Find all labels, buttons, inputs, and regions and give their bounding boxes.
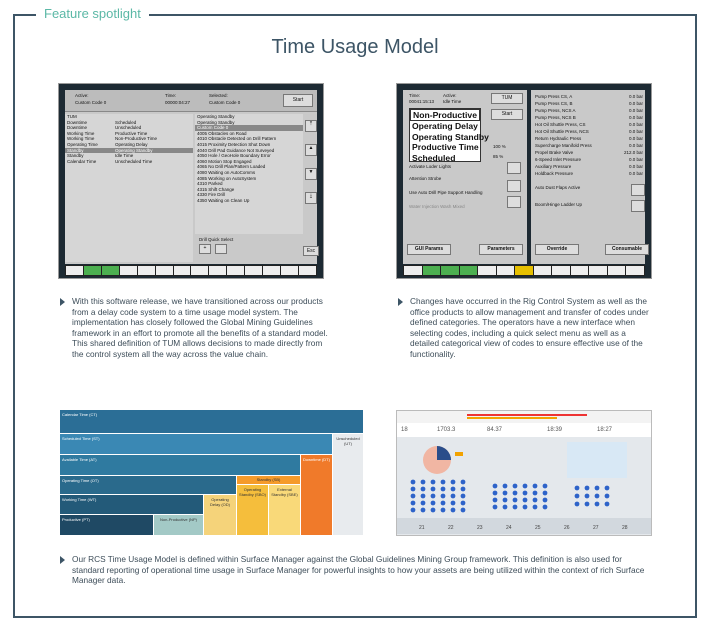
- active-label: Active:: [75, 93, 89, 98]
- status-dot: [451, 480, 456, 485]
- active-label: Active:: [443, 93, 457, 98]
- day-label: 21: [419, 525, 425, 531]
- status-dot: [513, 505, 518, 510]
- status-dot: [575, 494, 580, 499]
- status-dot: [513, 484, 518, 489]
- status-dot: [461, 487, 466, 492]
- treemap-downtime: Downtime (DT): [301, 455, 332, 535]
- status-dot: [523, 484, 528, 489]
- pressure-row: Return Hydraulic Press 0.0 bar: [535, 136, 643, 141]
- pressure-row: Pump Press CS, A 0.0 bar: [535, 94, 643, 99]
- kpi-value: 84.37: [487, 427, 503, 433]
- kpi-value: 18: [401, 427, 408, 433]
- pressure-row: Auxiliary Pressure 0.0 bar: [535, 164, 643, 169]
- status-dot: [575, 486, 580, 491]
- bullet-icon: [60, 555, 66, 564]
- tum-code-row[interactable]: 4065 No Drill Plan/Pattern Loaded: [197, 164, 266, 170]
- treemap-standby: Standby (SB): [237, 476, 300, 484]
- parameters-button[interactable]: Parameters: [479, 244, 523, 255]
- tum-code-row[interactable]: 4350 Waiting on Clean Up: [197, 197, 250, 203]
- status-dot: [461, 480, 466, 485]
- status-dot: [585, 502, 590, 507]
- day-label: 23: [477, 525, 483, 531]
- tum-code-row[interactable]: 4330 Fire Drill: [197, 192, 226, 198]
- code-category-dropdown[interactable]: [409, 108, 489, 163]
- code-category-option[interactable]: Operating Standby: [412, 131, 489, 142]
- kpi-value: 1703.3: [437, 427, 456, 433]
- status-dot: [513, 491, 518, 496]
- status-dot: [461, 508, 466, 513]
- time-value: 00000:04:27: [165, 100, 191, 105]
- scroll-bottom-button[interactable]: ⤓: [305, 192, 317, 204]
- tum-table-row[interactable]: Downtime Scheduled: [67, 119, 137, 125]
- tum-code-row[interactable]: Operating Standby: [197, 114, 235, 119]
- boom-ladder-toggle[interactable]: [631, 200, 645, 212]
- dust-flaps-toggle[interactable]: [631, 184, 645, 196]
- pressure-row: Pump Press, NCS A 0.0 bar: [535, 108, 643, 113]
- status-dot: [543, 498, 548, 503]
- treemap-operating-standby: Operating Standby (SBO): [237, 485, 268, 535]
- status-dot: [441, 508, 446, 513]
- status-dot: [503, 505, 508, 510]
- status-dot: [451, 508, 456, 513]
- status-dot: [451, 494, 456, 499]
- tum-code-row[interactable]: 4080 Waiting on AutoComms: [197, 169, 256, 175]
- status-dot: [493, 498, 498, 503]
- active-value: Idle Time: [443, 99, 462, 104]
- status-dot: [575, 502, 580, 507]
- treemap-unscheduled: Unscheduled (UT): [333, 434, 363, 535]
- tum-table-row[interactable]: Working Time Non-Productive Time: [67, 136, 158, 142]
- status-dot: [493, 491, 498, 496]
- option-label: Use Auto Drill Pipe Support Handling: [409, 190, 483, 195]
- status-dot: [461, 501, 466, 506]
- status-dot: [493, 484, 498, 489]
- status-dot: [585, 494, 590, 499]
- tum-code-row[interactable]: Custom Code 0: [195, 125, 303, 131]
- day-label: 27: [593, 525, 599, 531]
- pressure-row: Hot Oil Shuttle Press, NCS 0.0 bar: [535, 129, 643, 134]
- pressure-row: Supercharge Manifold Press 0.0 bar: [535, 143, 643, 148]
- status-dot: [543, 505, 548, 510]
- status-dot: [421, 508, 426, 513]
- status-dot: [595, 494, 600, 499]
- code-select-screen: [403, 90, 645, 264]
- tum-code-row[interactable]: 4010 Obstacle Detected on Drill Pattern: [197, 136, 277, 142]
- tum-table-row[interactable]: Standby Idle Time: [67, 153, 134, 159]
- status-dot: [441, 494, 446, 499]
- time-value: 00041:15:13: [409, 99, 435, 104]
- status-dot: [533, 505, 538, 510]
- status-dot: [503, 498, 508, 503]
- status-dot: [513, 498, 518, 503]
- gui-params-button[interactable]: GUI Params: [407, 244, 451, 255]
- tum-code-row[interactable]: 4050 Hole / GeoHole Boundary Error: [197, 153, 271, 159]
- status-dot: [461, 494, 466, 499]
- pressure-row: Propel Brake Valve 212.0 bar: [535, 150, 643, 155]
- status-dot: [503, 484, 508, 489]
- page-title: Time Usage Model: [271, 36, 439, 58]
- pressure-row: Holdback Pressure 0.0 bar: [535, 171, 643, 176]
- option-toggle[interactable]: [507, 162, 521, 174]
- status-dot: [421, 494, 426, 499]
- override-button[interactable]: Override: [535, 244, 579, 255]
- quick-slot-button[interactable]: [215, 244, 227, 254]
- tum-table-row[interactable]: Downtime Unscheduled: [67, 125, 142, 131]
- scroll-down-button[interactable]: ▼: [305, 168, 317, 180]
- treemap-working-time: Working Time (WT): [60, 495, 203, 514]
- time-label: Time:: [165, 93, 177, 98]
- scroll-up-button[interactable]: ▲: [305, 144, 317, 156]
- status-dot: [543, 491, 548, 496]
- tum-screen: [65, 90, 317, 264]
- kpi-value: 18:39: [547, 427, 563, 433]
- status-dot: [411, 480, 416, 485]
- dashboard-visuals: [397, 438, 651, 534]
- day-label: 25: [535, 525, 541, 531]
- status-dot: [441, 501, 446, 506]
- option-label: Water Injection Wash Mixed: [409, 204, 465, 209]
- status-dot: [523, 498, 528, 503]
- tum-treemap: [60, 410, 363, 535]
- status-dot: [605, 494, 610, 499]
- status-dot: [503, 491, 508, 496]
- status-dot: [441, 480, 446, 485]
- status-dot: [431, 487, 436, 492]
- tum-code-row[interactable]: 4015 Proximity Detection Shut Down: [197, 141, 271, 147]
- status-dot: [543, 484, 548, 489]
- pressure-row: Hot Oil Shuttle Press, CS 0.0 bar: [535, 122, 643, 127]
- tum-table-row[interactable]: Operating Time Operating Delay: [67, 141, 148, 147]
- pressure-list: [535, 93, 643, 177]
- status-dot: [533, 491, 538, 496]
- tum-code-row[interactable]: 4310 Parked: [197, 181, 223, 187]
- status-dot: [533, 484, 538, 489]
- bullet-icon: [60, 297, 66, 306]
- status-dot: [523, 491, 528, 496]
- treemap-calendar-time: Calendar Time (CT): [60, 410, 363, 433]
- status-dot: [595, 486, 600, 491]
- treemap-non-productive: Non-Productive (NP): [154, 515, 203, 535]
- spotlight-label: Feature spotlight: [36, 4, 149, 24]
- boom-ladder-label: Boom/Hinge Ladder Up: [535, 202, 583, 207]
- tum-code-row[interactable]: 4040 Drill Pad Guidance Not Surveyed: [197, 147, 275, 153]
- status-dot: [533, 498, 538, 503]
- code-category-option[interactable]: Operating Delay: [412, 121, 478, 132]
- start-button[interactable]: Start: [283, 94, 313, 107]
- status-dot: [441, 487, 446, 492]
- treemap-scheduled-time: Scheduled Time (ST): [60, 434, 332, 454]
- day-label: 22: [448, 525, 454, 531]
- active-value: Custom Code 0: [75, 100, 107, 105]
- tum-code-row[interactable]: 4060 Motion Stop Engaged: [197, 158, 252, 164]
- code-category-option[interactable]: Scheduled: [412, 152, 456, 163]
- status-dot: [411, 494, 416, 499]
- rcs-code-select-screenshot: [396, 83, 652, 279]
- status-dot: [411, 501, 416, 506]
- status-dot: [595, 502, 600, 507]
- tum-button[interactable]: TUM: [491, 93, 523, 104]
- status-dot: [411, 487, 416, 492]
- treemap-productive: Productive (PT): [60, 515, 153, 535]
- dashboard-day-axis: [397, 525, 651, 533]
- paragraph-rig-control: Changes have occurred in the Rig Control System as well as the office products to allow management and transfer of codes under defined categories. The operators have a new interface when selecting codes, including a quick select menu as well as a detailed categorical view of codes to ensure effective use of the functionality.: [410, 296, 649, 359]
- status-dot: [451, 501, 456, 506]
- percent-1: 100 %: [493, 144, 506, 149]
- status-dot: [431, 494, 436, 499]
- pressure-row: Pump Press, NCS B 0.0 bar: [535, 115, 643, 120]
- dust-flaps-label: Auto Dust Flaps Active: [535, 185, 581, 190]
- consumable-button[interactable]: Consumable: [605, 244, 649, 255]
- option-toggle[interactable]: [507, 196, 521, 208]
- treemap-available-time: Available Time (AT): [60, 455, 300, 475]
- start-button[interactable]: Start: [491, 109, 523, 120]
- treemap-operating-delay: Operating Delay (OD): [204, 495, 236, 535]
- tum-category-table: [65, 114, 193, 262]
- tum-code-row[interactable]: 4005 Obstacles on Road: [197, 130, 247, 136]
- status-dot: [411, 508, 416, 513]
- status-dot: [431, 480, 436, 485]
- status-dot: [421, 487, 426, 492]
- selected-value: Custom Code 0: [209, 100, 241, 105]
- paragraph-tum-release: With this software release, we have transitioned across our products from a delay code system to a time usage model system. The implementation has closely followed the Global Mining Guidelines framework in an effort to promote all the benefits of a standard model. This shared definition of TUM allows decisions to made directly from the control system all the way across the value chain.: [72, 296, 328, 359]
- kpi-value: 18:27: [597, 427, 613, 433]
- code-category-option[interactable]: Non-Productive: [410, 109, 480, 121]
- status-dot: [605, 486, 610, 491]
- code-select-taskbar: [403, 265, 645, 276]
- tum-table-row[interactable]: Calendar Time Unscheduled Time: [67, 158, 153, 164]
- tum-code-list: [195, 114, 303, 234]
- status-dot: [431, 508, 436, 513]
- tum-table-row[interactable]: Working Time Productive Time: [67, 130, 148, 136]
- day-label: 26: [564, 525, 570, 531]
- status-dot: [421, 480, 426, 485]
- status-dot: [493, 505, 498, 510]
- rcs-tum-screenshot: [58, 83, 324, 279]
- tum-taskbar: [65, 265, 317, 276]
- bullet-icon: [398, 297, 404, 306]
- treemap-operating-time: Operating Time (OT): [60, 476, 236, 494]
- percent-2: 85 %: [493, 154, 504, 159]
- time-label: Time:: [409, 93, 421, 98]
- scroll-top-button[interactable]: ⤒: [305, 120, 317, 132]
- tum-code-row[interactable]: 4085 Working on AutoSystem: [197, 175, 257, 181]
- tum-table-row[interactable]: TUM: [67, 114, 77, 119]
- status-dot: [585, 486, 590, 491]
- quick-add-button[interactable]: +: [199, 244, 211, 254]
- day-label: 28: [622, 525, 628, 531]
- selected-label: Selected:: [209, 93, 228, 98]
- tum-code-row[interactable]: Operating Standby: [197, 119, 235, 125]
- status-dot: [431, 501, 436, 506]
- esc-button[interactable]: Esc: [303, 246, 319, 256]
- paragraph-surface-manager: Our RCS Time Usage Model is defined within Surface Manager against the Global Guidelines Mining Group framework. This definition is also used for standard reporting of operational time usage in Surface Manager for powerful insights to how your assets are being utilized within the context of rich Surface Manager data.: [72, 554, 645, 586]
- status-dot: [451, 487, 456, 492]
- pressure-row: 6-Speed Inlet Pressure 0.0 bar: [535, 157, 643, 162]
- treemap-external-standby: External Standby (SBE): [269, 485, 300, 535]
- option-label: Activate Loder Lights: [409, 164, 452, 169]
- option-label: Attention Strobe: [409, 176, 442, 181]
- tum-code-row[interactable]: 4315 Shift Change: [197, 186, 235, 192]
- code-category-option[interactable]: Productive Time: [412, 142, 479, 153]
- status-dot: [421, 501, 426, 506]
- quick-select-label: Drill Quick Select: [199, 237, 234, 242]
- tum-table-row[interactable]: Standby Operating Standby: [65, 148, 193, 154]
- status-dot: [523, 505, 528, 510]
- surface-manager-dashboard: [396, 410, 652, 536]
- day-label: 24: [506, 525, 512, 531]
- status-dot: [605, 502, 610, 507]
- pressure-row: Pump Press CS, B 0.0 bar: [535, 101, 643, 106]
- option-toggle[interactable]: [507, 180, 521, 192]
